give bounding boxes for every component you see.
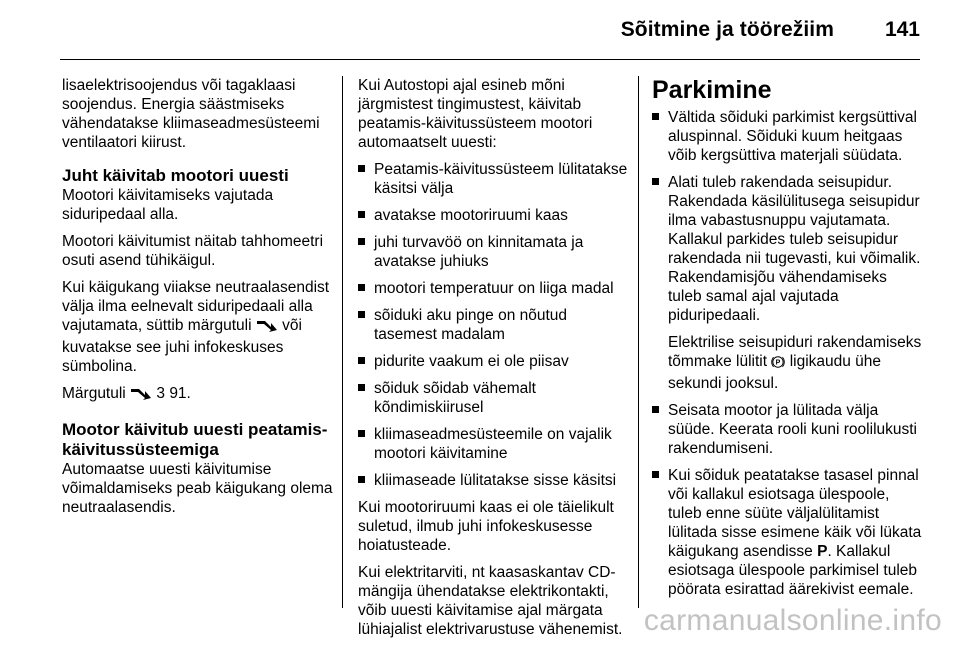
condition-list: [358, 160, 628, 490]
text: Märgutuli: [62, 385, 126, 402]
list-item: sõiduki aku pinge on nõutud tasemest madalam: [358, 306, 628, 344]
bullet-icon: [358, 430, 365, 437]
svg-text:P: P: [776, 359, 781, 367]
paragraph: [62, 278, 334, 376]
parking-brake-icon: [771, 355, 785, 374]
list-item: avatakse mootoriruumi kaas: [358, 206, 628, 225]
gear-position-p: P: [817, 543, 828, 560]
page-number: 141: [884, 18, 920, 41]
list-item: [652, 173, 922, 393]
column-middle: [358, 76, 628, 647]
bullet-icon: [358, 476, 365, 483]
watermark: carmanualsonline.info: [643, 604, 942, 637]
paragraph: Alati tuleb rakendada seisupidur. Rakendada käsilülitusega seisupidur ilma vabastusnuppu vajutamata. Kallakul parkides tuleb seisupidur rakendada nii tugevasti, kui võimalik. Rakendamisjõu vähendamiseks tuleb samal ajal vajutada piduripedaali.: [668, 174, 921, 324]
list-item: Seisata mootor ja lülitada välja süüde. Keerata rooli kuni roolilukusti rakendumiseni.: [652, 401, 922, 458]
page-header: [60, 0, 920, 60]
column-left: [62, 76, 334, 525]
chapter-title: Sõitmine ja töörežiim: [620, 18, 834, 41]
parking-list: [652, 108, 922, 599]
section-title: Parkimine: [652, 76, 772, 104]
list-item: mootori temperatuur on liiga madal: [358, 279, 628, 298]
bullet-icon: [652, 406, 659, 413]
bullet-icon: [652, 178, 659, 185]
bullet-icon: [652, 471, 659, 478]
bullet-icon: [358, 357, 365, 364]
list-item: Vältida sõiduki parkimist kergsüttival aluspinnal. Sõiduki kuum heitgaas võib kergsüttiva materjali süüdata.: [652, 108, 922, 165]
list-item: kliimaseadmesüsteemile on vajalik mootori käivitamine: [358, 425, 628, 463]
bullet-icon: [358, 311, 365, 318]
paragraph: Mootori käivitamiseks vajutada siduripedaal alla.: [62, 187, 274, 223]
list-item: pidurite vaakum ei ole piisav: [358, 352, 628, 371]
section-heading: Juht käivitab mootori uuesti: [62, 166, 289, 185]
bullet-icon: [358, 165, 365, 172]
bullet-icon: [358, 284, 365, 291]
header-rule: [60, 59, 920, 60]
paragraph: Elektrilise seisupiduri rakendamiseks tõmmake lülitit P ligikaudu ühe sekundi jooksul.: [668, 334, 922, 392]
paragraph: Automaatse uuesti käivitumise võimaldamiseks peab käigukang olema neutraalasendis.: [62, 461, 333, 516]
section-heading: Mootor käivitub uuesti peatamis-käivitussüsteemiga: [62, 420, 328, 459]
paragraph: [62, 384, 334, 406]
paragraph: Kui mootoriruumi kaas ei ole täielikult suletud, ilmub juhi infokeskusesse hoiatusteade.: [358, 499, 614, 554]
page-reference-icon: 3: [156, 385, 165, 402]
list-item: sõiduk sõidab vähemalt kõndimiskiirusel: [358, 379, 628, 417]
paragraph: Kui Autostopi ajal esineb mõni järgmistest tingimustest, käivitab peatamis-käivitussüsteem mootori automaatselt uuesti:: [358, 77, 593, 151]
page-reference-link[interactable]: 91.: [169, 385, 191, 402]
bullet-icon: [358, 384, 365, 391]
paragraph: Mootori käivitumist näitab tahhomeetri osuti asend tühikäigul.: [62, 233, 324, 269]
bullet-icon: [358, 238, 365, 245]
list-item: juhi turvavöö on kinnitamata ja avatakse juhiuks: [358, 233, 628, 271]
gear-shift-arrow-icon: [256, 319, 278, 338]
list-item: Kui sõiduk peatatakse tasasel pinnal või kallakul esiotsaga ülespoole, tuleb enne süüte väljalülitamist lülitada sisse esimene käik või lükata käigukang asendisse P. Kallakul esiotsaga ülespoole parkimisel tuleb pöörata esirattad äärekivist eemale.: [652, 466, 922, 599]
list-item: Peatamis-käivitussüsteem lülitatakse käsitsi välja: [358, 160, 628, 198]
paragraph: Kui elektritarviti, nt kaasaskantav CD-mängija ühendatakse elektrikontakti, võib uuesti käivitamise ajal märgata lühiajalist elektrivarustuse vähenemist.: [358, 564, 623, 638]
text: või kuvatakse see juhi infokeskuses sümbolina.: [62, 317, 302, 375]
bullet-icon: [358, 211, 365, 218]
text: Kui käigukang viiakse neutraalasendist välja ilma eelnevalt siduripedaali alla vajutamata, süttib märgutuli: [62, 279, 330, 334]
column-divider: [342, 76, 343, 608]
column-divider: [638, 76, 639, 608]
gear-shift-arrow-icon: [130, 387, 152, 406]
bullet-icon: [652, 113, 659, 120]
list-item: kliimaseade lülitatakse sisse käsitsi: [358, 471, 628, 490]
column-right: [652, 76, 922, 607]
paragraph: lisaelektrisoojendus või tagaklaasi soojendus. Energia säästmiseks vähendatakse kliimaseadmesüsteemi ventilaatori kiirust.: [62, 77, 320, 151]
